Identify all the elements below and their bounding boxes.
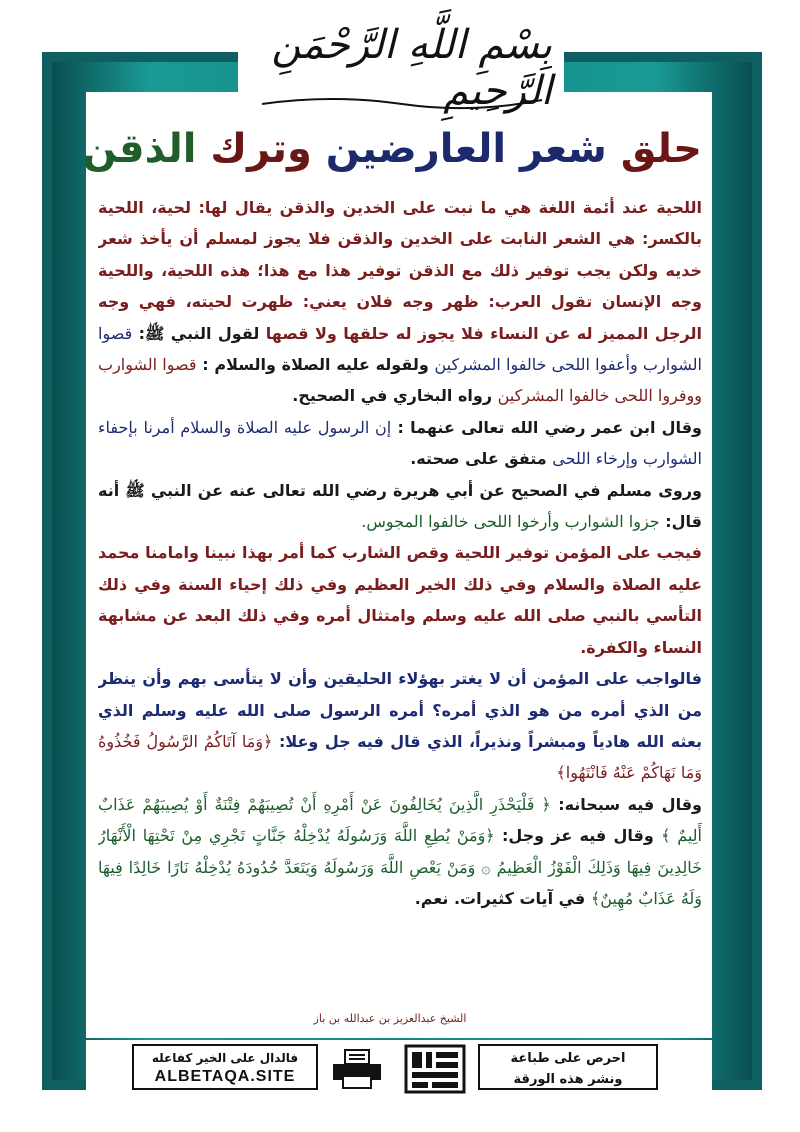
ibn-umar-source: متفق على صحته.: [410, 449, 547, 469]
footer-site-link[interactable]: ALBETAQA.SITE: [154, 1068, 296, 1085]
muslim-text: جزوا الشوارب وأرخوا اللحى خالفوا المجوس.: [361, 512, 660, 532]
paragraph-muslim: [98, 475, 702, 538]
hadith-source-1: رواه البخاري في الصحيح.: [292, 386, 493, 406]
hadith-intro-2: ولقوله عليه الصلاة والسلام :: [202, 355, 429, 375]
basmala-flourish-icon: [252, 92, 552, 112]
quran-verse-1: ﴿وَمَا آتَاكُمُ الرَّسُولُ فَخُذُوهُ وَمَا نَهَاكُمْ عَنْهُ فَانْتَهُوا﴾: [98, 731, 702, 783]
footer-motto: فالدال على الخير كفاعله: [151, 1051, 299, 1065]
ibn-umar-text: إن الرسول عليه الصلاة والسلام أمرنا بإحفاء الشوارب وإرخاء اللحى: [98, 417, 702, 469]
paragraph-warning: [98, 663, 702, 789]
footer-site-box[interactable]: [132, 1044, 318, 1090]
footer-print-box: [478, 1044, 658, 1090]
hadith-text-2: قصوا الشوارب ووفروا اللحى خالفوا المشركين: [98, 355, 702, 406]
page-title: [82, 126, 702, 182]
warning-text: فالواجب على المؤمن أن لا يغتر بهؤلاء الحليقين وأن لا يتأسى بهم وأن ينظر من الذي أمره من هو الذي أمره؟ أمره الرسول صلى الله عليه وسلم الذي بعثه الله هادياً ومبشراً ونذيراً، الذي قال فيه جل وعلا:: [98, 669, 702, 751]
logo-icon: [404, 1044, 466, 1094]
paragraph-obligation: [98, 537, 702, 663]
closing-text: في آيات كثيرات. نعم.: [414, 888, 586, 908]
paragraph-verses: [98, 789, 702, 915]
obligation-text: فيجب على المؤمن توفير اللحية وقص الشارب كما أمر بهذا نبينا وامامنا محمد عليه الصلاة والسلام وفي ذلك الخير العظيم وفي ذلك إحياء السنة وفي ذلك التأسي بالنبي صلى الله عليه وسلم وامتثال أمره وفي ذلك البعد عن مشابهة النساء والكفرة.: [98, 543, 702, 657]
sheikh-attribution: الشيخ عبدالعزيز بن عبدالله بن باز: [313, 1012, 467, 1025]
printer-icon: [331, 1048, 383, 1090]
ibn-umar-intro: وقال ابن عمر رضي الله تعالى عنهما :: [397, 417, 702, 437]
footer-print-line-1: احرص على طباعة: [510, 1051, 626, 1066]
title-part-3: وترك: [210, 126, 312, 172]
title-part-2: شعر العارضين: [325, 126, 607, 172]
definition-text: اللحية عند أئمة اللغة هي ما نبت على الخدين والذقن يقال لها: لحية، اللحية بالكسر: هي الشعر النابت على الخدين والذقن فلا يجوز لمسلم أن يأخذ شعر خديه ولكن يجب توفير ذلك مع الذقن توفير هذا مع هذا؛ هذه اللحية، واللحية وجه الإنسان تقول العرب: ظهر وجه فلان يعني: ظهرت لحيته، فهي وجه الرجل المميز له عن النساء فلا يجوز له حلقها ولا قصها: [98, 198, 702, 343]
muslim-intro: وروى مسلم في الصحيح عن أبي هريرة رضي الله تعالى عنه عن النبي ﷺ أنه قال:: [98, 480, 702, 532]
article-body: [98, 192, 702, 1030]
title-part-4: الذقن: [82, 126, 197, 172]
hadith-intro-1: لقول النبي ﷺ:: [138, 323, 260, 343]
verse-intro-2: وقال فيه سبحانه:: [558, 794, 702, 814]
footer-bar: [86, 1040, 712, 1096]
quran-verse-2: ﴿ فَلْيَحْذَرِ الَّذِينَ يُخَالِفُونَ عَنْ أَمْرِهِ أَنْ تُصِيبَهُمْ فِتْنَةٌ أَوْ يُصِيبَهُمْ عَذَابٌ أَلِيمٌ ﴾: [98, 794, 702, 846]
verse-intro-3: وقال فيه عز وجل:: [501, 826, 654, 846]
footer-print-line-2: ونشر هذه الورقة: [513, 1072, 623, 1087]
paragraph-definition: [98, 192, 702, 412]
quran-verse-3: ﴿وَمَنْ يُطِعِ اللَّهَ وَرَسُولَهُ يُدْخِلْهُ جَنَّاتٍ تَجْرِي مِنْ تَحْتِهَا الْأَنْهَارُ خَالِدِينَ فِيهَا وَذَلِكَ الْفَوْزُ الْعَظِيمُ ۞ وَمَنْ يَعْصِ اللَّهَ وَرَسُولَهُ وَيَتَعَدَّ حُدُودَهُ يُدْخِلْهُ نَارًا خَالِدًا فِيهَا وَلَهُ عَذَابٌ مُهِينٌ﴾: [98, 826, 702, 908]
hadith-text-1: قصوا الشوارب وأعفوا اللحى خالفوا المشركين: [98, 323, 702, 375]
paragraph-ibn-umar: [98, 412, 702, 475]
title-part-1: حلق: [620, 126, 702, 172]
basmala-calligraphy: بِسْمِ اللَّهِ الرَّحْمَنِ الرَّحِيمِ: [271, 22, 552, 114]
